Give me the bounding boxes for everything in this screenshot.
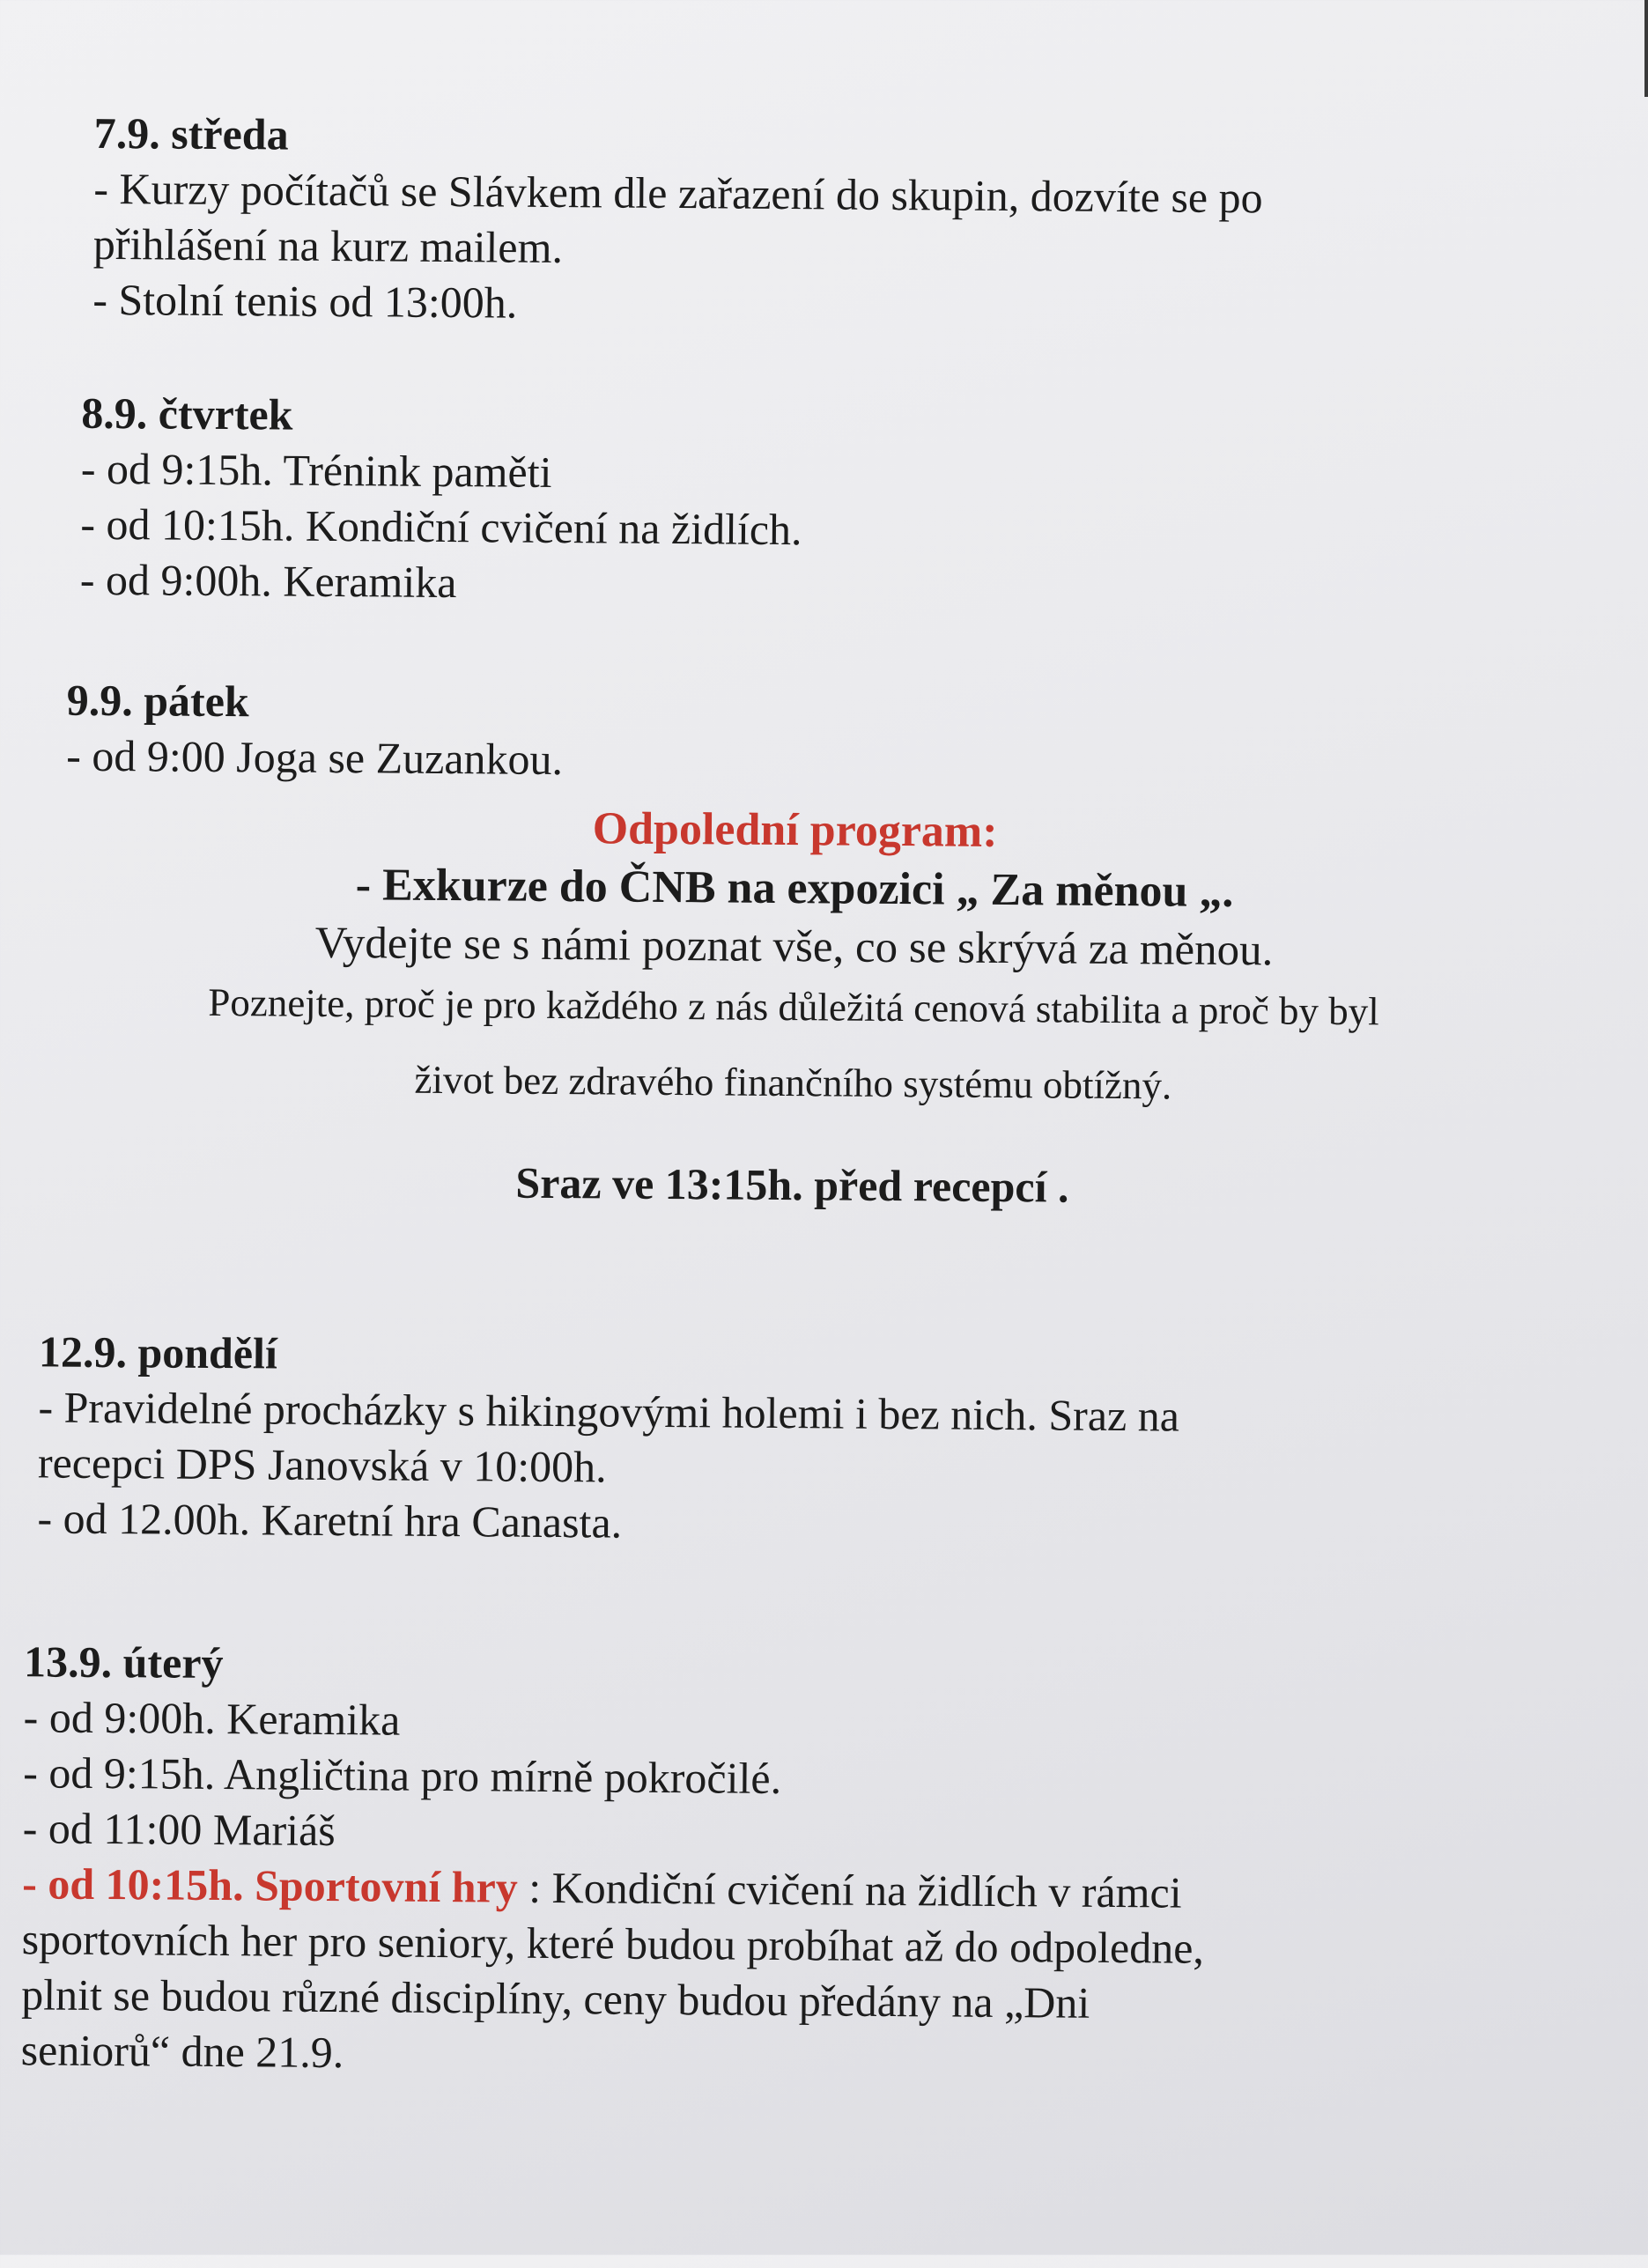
day-line: plnit se budou různé disciplíny, ceny budou předány na „Dni — [20, 1969, 1090, 2028]
day-line: - od 12.00h. Karetní hra Canasta. — [37, 1493, 623, 1548]
afternoon-program — [34, 793, 1553, 1227]
sport-highlight: - od 10:15h. Sportovní hry — [21, 1858, 518, 1912]
day-line: sportovních her pro seniory, které budou probíhat až do odpoledne, — [21, 1914, 1205, 1973]
day-line: - od 9:00h. Keramika — [23, 1692, 401, 1745]
day-line: - od 11:00 Mariáš — [22, 1803, 336, 1856]
day-line: recepci DPS Janovská v 10:00h. — [37, 1437, 607, 1492]
day-heading: 12.9. pondělí — [38, 1326, 278, 1378]
meeting-point: Sraz ve 13:15h. před recepcí . — [515, 1157, 1069, 1212]
day-block-monday — [37, 1323, 1554, 1558]
day-block-friday — [66, 672, 1582, 796]
afternoon-description: život bez zdravého finančního systému obtížný. — [414, 1057, 1172, 1108]
day-block-thursday — [80, 385, 1597, 620]
day-line: - Stolní tenis od 13:00h. — [92, 274, 518, 328]
day-line: - od 9:00h. Keramika — [79, 554, 457, 608]
day-line: seniorů“ dne 21.9. — [20, 2025, 344, 2078]
day-heading: 8.9. čtvrtek — [81, 388, 293, 440]
day-line: - Pravidelné procházky s hikingovými holemi i bez nich. Sraz na — [38, 1382, 1180, 1441]
day-heading: 7.9. středa — [93, 107, 289, 159]
day-block-tuesday — [20, 1633, 1539, 2089]
day-block-wednesday — [92, 105, 1609, 340]
day-line: - od 10:15h. Kondiční cvičení na židlích. — [80, 499, 802, 555]
afternoon-title: Odpolední program: — [592, 803, 998, 857]
day-line: - od 9:15h. Trénink paměti — [80, 443, 552, 497]
day-heading: 13.9. úterý — [23, 1636, 224, 1688]
day-line: přihlášení na kurz mailem. — [92, 218, 564, 273]
day-line: - od 9:15h. Angličtina pro mírně pokročilé. — [22, 1747, 782, 1804]
day-line: - od 9:00 Joga se Zuzankou. — [66, 730, 564, 785]
excursion-line: - Exkurze do ČNB na expozici „ Za měnou „. — [355, 860, 1234, 918]
day-line: - Kurzy počítačů se Slávkem dle zařazení do skupin, dozvíte se po — [93, 163, 1263, 223]
afternoon-description: Vydejte se s námi poznat vše, co se skrývá za měnou. — [314, 918, 1274, 976]
day-heading: 9.9. pátek — [66, 675, 249, 727]
afternoon-description: Poznejte, proč je pro každého z nás důležitá cenová stabilita a proč by byl — [208, 979, 1379, 1034]
sport-rest: : Kondiční cvičení na židlích v rámci — [517, 1862, 1182, 1917]
